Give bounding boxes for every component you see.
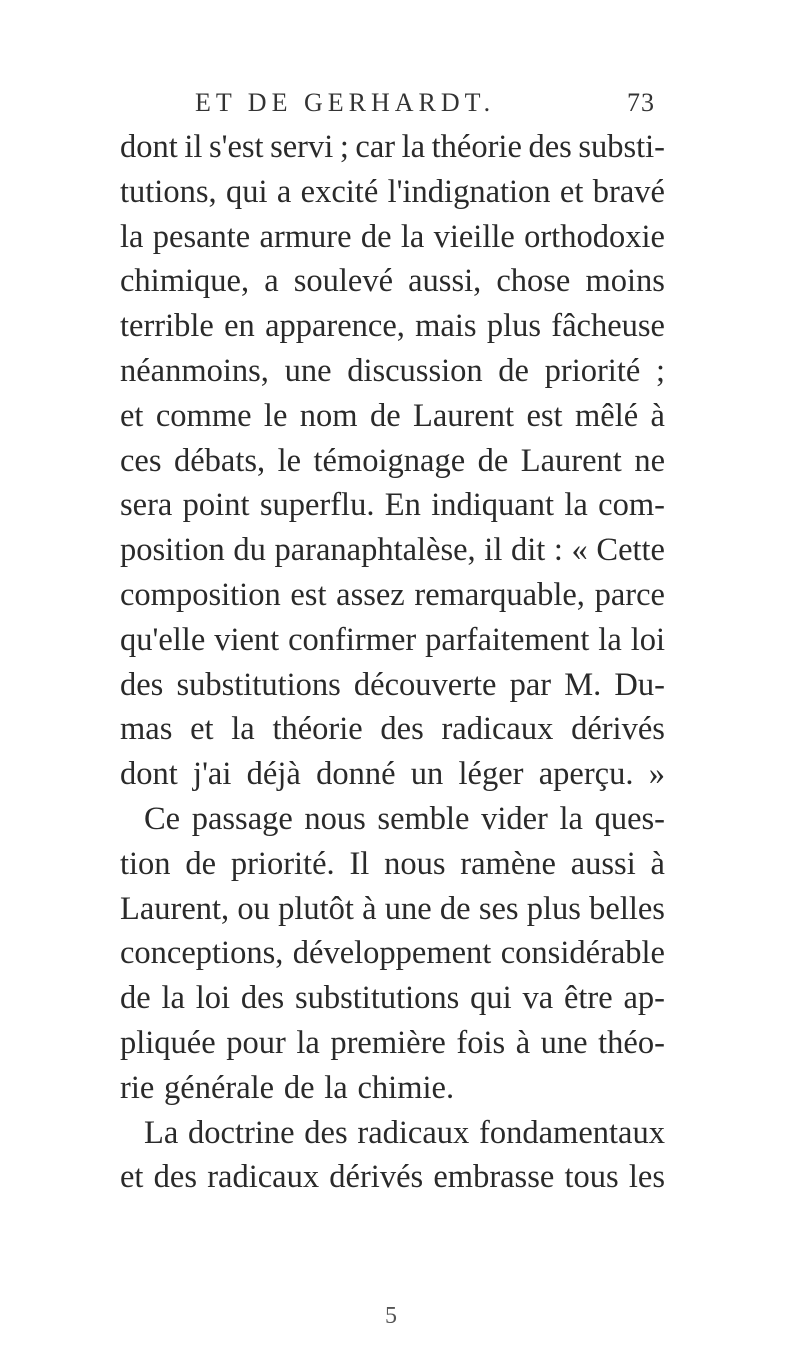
word: ramène — [460, 845, 556, 882]
word: point — [182, 487, 250, 524]
word: les — [628, 1159, 665, 1196]
word: il — [484, 532, 503, 569]
word: nous — [304, 800, 366, 837]
word: a — [264, 263, 279, 300]
text-line — [120, 618, 665, 663]
text-line — [120, 976, 665, 1021]
word: dont — [120, 129, 178, 165]
word: substitutions — [176, 666, 341, 703]
word: assez — [336, 576, 405, 613]
text-line — [120, 931, 665, 976]
word: de — [498, 352, 529, 389]
word: nom — [299, 397, 358, 434]
word: une — [384, 890, 432, 927]
word: mêlé — [574, 397, 639, 434]
word: s'est — [208, 129, 264, 165]
word: En — [384, 487, 421, 524]
word: des — [153, 1159, 197, 1196]
word: pliquée — [120, 1024, 216, 1061]
word: orthodoxie — [524, 218, 665, 255]
word: comme — [155, 397, 252, 434]
word: « — [571, 532, 588, 569]
word: et — [559, 173, 584, 210]
word: position — [120, 532, 225, 569]
word: Laurent, — [120, 890, 230, 927]
word: ces — [120, 442, 162, 479]
word: Ce — [144, 800, 181, 837]
word: des — [380, 711, 424, 748]
word: pesante — [152, 218, 251, 255]
word: ses — [478, 890, 519, 927]
word: témoignage — [313, 442, 466, 479]
word: la — [324, 1069, 348, 1106]
word: soulevé — [293, 263, 394, 300]
word: composition — [120, 576, 281, 613]
word: terrible — [120, 308, 214, 345]
word: être — [563, 980, 613, 1017]
signature-mark: 5 — [385, 1303, 397, 1329]
word: une — [540, 1024, 588, 1061]
word: radicaux — [441, 711, 554, 748]
word: discussion — [347, 352, 483, 389]
word: à — [515, 1024, 531, 1061]
word: la — [400, 218, 425, 255]
word: développement — [292, 935, 492, 972]
word: ; — [339, 129, 349, 165]
word: la — [559, 800, 583, 837]
word: des — [240, 980, 285, 1017]
word: la — [564, 487, 588, 524]
word: de — [120, 980, 151, 1017]
word: priorité. — [230, 845, 335, 882]
word: mas — [120, 711, 173, 748]
word: fois — [456, 1024, 506, 1061]
word: découverte — [353, 666, 497, 703]
word: embrasse — [433, 1159, 555, 1196]
word: la — [296, 1024, 320, 1061]
word: indiquant — [431, 487, 555, 524]
word: considérable — [500, 935, 665, 972]
text-line — [120, 215, 665, 260]
word: fondamentaux — [479, 1114, 665, 1151]
word: première — [330, 1024, 446, 1061]
word: semble — [377, 800, 470, 837]
word: mais — [415, 308, 477, 345]
word: théo- — [598, 1024, 665, 1061]
word: chose — [496, 263, 571, 300]
word: Laurent — [413, 397, 515, 434]
word: le — [263, 397, 288, 434]
word: passage — [191, 800, 293, 837]
word: aperçu. — [538, 756, 634, 793]
word: la — [401, 129, 426, 165]
word: ap- — [623, 980, 665, 1017]
word: la — [120, 218, 144, 255]
text-line — [120, 842, 665, 887]
text-line — [120, 125, 665, 170]
word: plus — [486, 308, 541, 345]
word: armure — [259, 218, 352, 255]
word: Cette — [596, 532, 665, 569]
word: de — [283, 1069, 315, 1106]
word: la — [598, 621, 622, 658]
word: chimie. — [357, 1069, 455, 1106]
word: pour — [226, 1024, 286, 1061]
text-line — [120, 887, 665, 932]
text-line-paragraph-start — [120, 1111, 665, 1156]
word: aussi — [570, 845, 636, 882]
word: excité — [300, 173, 379, 210]
word: conceptions, — [120, 935, 284, 972]
word: doctrine — [188, 1114, 295, 1151]
word: néanmoins, — [120, 352, 269, 389]
text-line — [120, 663, 665, 708]
word: à — [362, 890, 377, 927]
word: donné — [316, 756, 396, 793]
word: dérivés — [329, 1159, 424, 1196]
text-line — [120, 394, 665, 439]
word: remarquable, — [414, 576, 585, 613]
word: priorité — [544, 352, 641, 389]
word: ou — [237, 890, 270, 927]
word: substitutions — [294, 980, 460, 1017]
word: Laurent — [520, 442, 622, 479]
word: par — [509, 666, 552, 703]
word: parce — [594, 576, 665, 613]
word: des — [304, 1114, 348, 1151]
text-line — [120, 170, 665, 215]
word: apparence, — [265, 308, 405, 345]
text-line — [120, 304, 665, 349]
word: un — [410, 756, 444, 793]
word: il — [184, 129, 203, 165]
word: loi — [630, 621, 665, 658]
text-line — [120, 439, 665, 484]
word: parfaitement — [425, 621, 590, 658]
word: plus — [526, 890, 581, 927]
word: La — [144, 1114, 179, 1151]
word: le — [277, 442, 302, 479]
word: débats, — [173, 442, 266, 479]
word: théorie — [272, 711, 363, 748]
word: ne — [634, 442, 665, 479]
word: bravé — [592, 173, 665, 210]
word: et — [190, 711, 214, 748]
word: tion — [120, 845, 171, 882]
word: vieille — [433, 218, 515, 255]
word: la — [161, 980, 185, 1017]
word: sera — [120, 487, 173, 524]
word: la — [231, 711, 255, 748]
word: en — [224, 308, 255, 345]
word: Il — [349, 845, 370, 882]
word: qui — [470, 980, 512, 1017]
word: de — [360, 218, 392, 255]
word: vient — [214, 621, 280, 658]
text-line-paragraph-start — [120, 797, 665, 842]
word: paranaphtalèse, — [274, 532, 476, 569]
word: M. — [564, 666, 602, 703]
word: de — [439, 890, 471, 927]
word: dit — [510, 532, 546, 569]
word: a — [276, 173, 292, 210]
word: à — [650, 845, 665, 882]
text-line-paragraph-end — [120, 1066, 665, 1111]
word: qui — [225, 173, 268, 210]
text-line — [120, 1021, 665, 1066]
word: de — [477, 442, 509, 479]
word: fâcheuse — [551, 308, 665, 345]
word: va — [522, 980, 554, 1017]
body-text — [120, 125, 665, 1200]
word: Du- — [614, 666, 665, 703]
text-line — [120, 259, 665, 304]
word: » — [648, 756, 665, 793]
word: j'ai — [193, 756, 232, 793]
word: déjà — [246, 756, 301, 793]
text-line — [120, 707, 665, 752]
word: servi — [270, 129, 334, 165]
text-line — [120, 1155, 665, 1200]
word: tutions, — [120, 173, 217, 210]
word: l'indignation — [387, 173, 551, 210]
word: confirmer — [288, 621, 417, 658]
word: à — [650, 397, 665, 434]
word: vider — [481, 800, 548, 837]
word: de — [369, 397, 401, 434]
word: radicaux — [207, 1159, 320, 1196]
word: substi- — [578, 129, 665, 165]
text-line — [120, 349, 665, 394]
word: générale — [164, 1069, 275, 1106]
running-title: ET DE GERHARDT. — [195, 88, 496, 117]
word: rie — [120, 1069, 155, 1106]
word: nous — [384, 845, 446, 882]
word: car — [355, 129, 396, 165]
word: aussi, — [408, 263, 482, 300]
word: et — [120, 1159, 144, 1196]
word: léger — [458, 756, 524, 793]
word: est — [290, 576, 327, 613]
word: dérivés — [571, 711, 665, 748]
text-line — [120, 528, 665, 573]
word: : — [553, 532, 563, 569]
word: moins — [585, 263, 665, 300]
text-line — [120, 573, 665, 618]
page-number: 73 — [627, 88, 655, 117]
word: loi — [195, 980, 231, 1017]
word: belles — [589, 890, 665, 927]
word: dont — [120, 756, 178, 793]
word: com- — [598, 487, 665, 524]
word: radicaux — [357, 1114, 470, 1151]
word: des — [528, 129, 572, 165]
word: plutôt — [278, 890, 354, 927]
word: ; — [655, 352, 665, 389]
word: du — [233, 532, 266, 569]
word: superflu. — [259, 487, 375, 524]
word: tous — [564, 1159, 619, 1196]
text-line — [120, 752, 665, 797]
word: ques- — [594, 800, 665, 837]
page-header — [195, 88, 655, 124]
word: des — [120, 666, 164, 703]
word: et — [120, 397, 144, 434]
word: chimique, — [120, 263, 250, 300]
word: de — [185, 845, 217, 882]
word: une — [284, 352, 332, 389]
text-line — [120, 483, 665, 528]
word: théorie — [431, 129, 522, 165]
word: qu'elle — [120, 621, 206, 658]
word: est — [526, 397, 563, 434]
